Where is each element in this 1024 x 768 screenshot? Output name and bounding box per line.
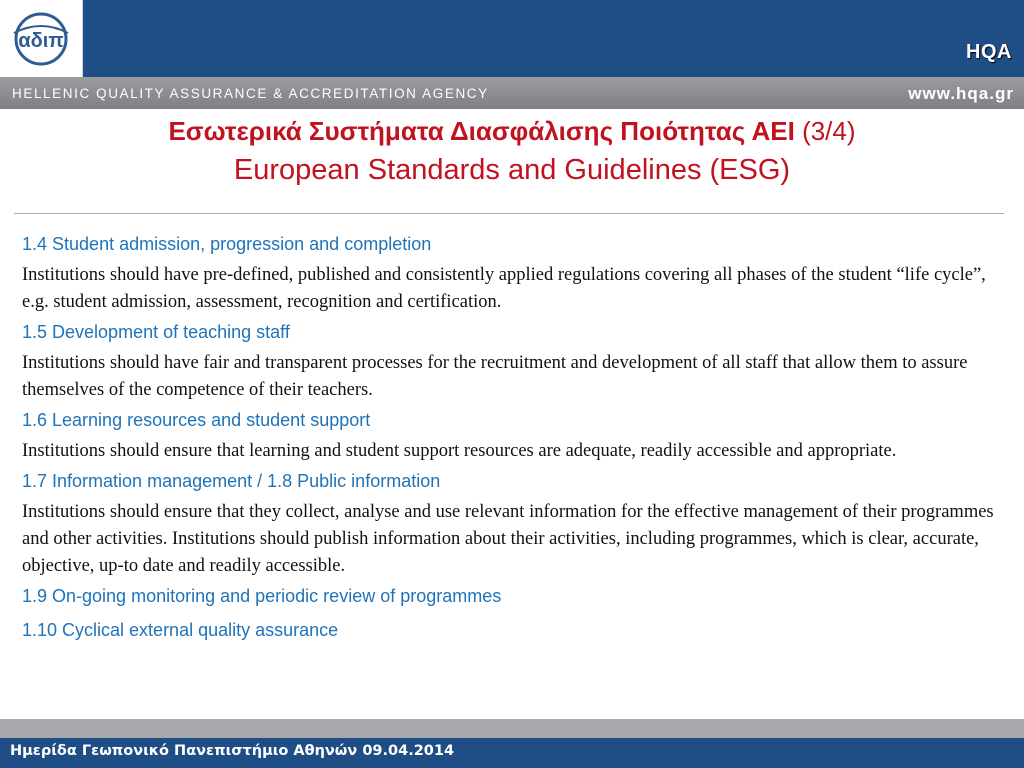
site-url-link[interactable]: www.hqa.gr — [908, 84, 1014, 103]
section-1-9 — [22, 584, 1012, 608]
section-heading: 1.10 Cyclical external quality assurance — [22, 620, 339, 640]
section-1-4 — [22, 232, 1012, 316]
section-heading: 1.7 Information management / 1.8 Public information — [22, 471, 441, 491]
footer-bar — [0, 738, 1024, 768]
logo[interactable] — [0, 0, 83, 77]
footer-divider — [0, 719, 1024, 738]
section-body: Institutions should ensure that learning and student support resources are adequate, readily accessible and appropriate. — [22, 441, 897, 461]
brand-label: HQA — [966, 41, 1012, 63]
slide-content — [22, 232, 1012, 642]
section-heading: 1.5 Development of teaching staff — [22, 322, 290, 342]
section-body: Institutions should have pre-defined, published and consistently applied regulations covering all phases of the student “life cycle”, e.g. student admission, assessment, recognition and certification. — [22, 265, 986, 312]
section-1-6 — [22, 408, 1012, 465]
title-page-indicator: (3/4) — [802, 116, 856, 146]
section-1-5 — [22, 320, 1012, 404]
section-1-10 — [22, 618, 1012, 642]
top-banner — [0, 0, 1024, 77]
agency-name: HELLENIC QUALITY ASSURANCE & ACCREDITATION AGENCY — [12, 86, 489, 101]
section-1-7 — [22, 469, 1012, 580]
section-body: Institutions should ensure that they collect, analyse and use relevant information for the effective management of their programmes and other activities. Institutions should publish information about their activities, including programmes, which is clear, accurate, objective, up-to date and readily accessible. — [22, 502, 994, 576]
title-divider — [14, 213, 1004, 214]
section-heading: 1.6 Learning resources and student support — [22, 410, 371, 430]
svg-text:αδιπ: αδιπ — [18, 29, 64, 52]
section-body: Institutions should have fair and transparent processes for the recruitment and development of all staff that allow them to assure themselves of the competence of their teachers. — [22, 353, 968, 400]
title-subtitle: European Standards and Guidelines (ESG) — [233, 154, 791, 186]
hqa-logo-icon — [6, 11, 76, 67]
footer-text: Ημερίδα Γεωπονικό Πανεπιστήμιο Αθηνών 09.04.2014 — [10, 743, 455, 759]
section-heading: 1.9 On-going monitoring and periodic review of programmes — [22, 586, 502, 606]
slide-title — [0, 110, 1024, 188]
title-main: Εσωτερικά Συστήματα Διασφάλισης Ποιότητας ΑΕΙ — [168, 116, 795, 146]
section-heading: 1.4 Student admission, progression and completion — [22, 234, 432, 254]
agency-bar — [0, 77, 1024, 109]
